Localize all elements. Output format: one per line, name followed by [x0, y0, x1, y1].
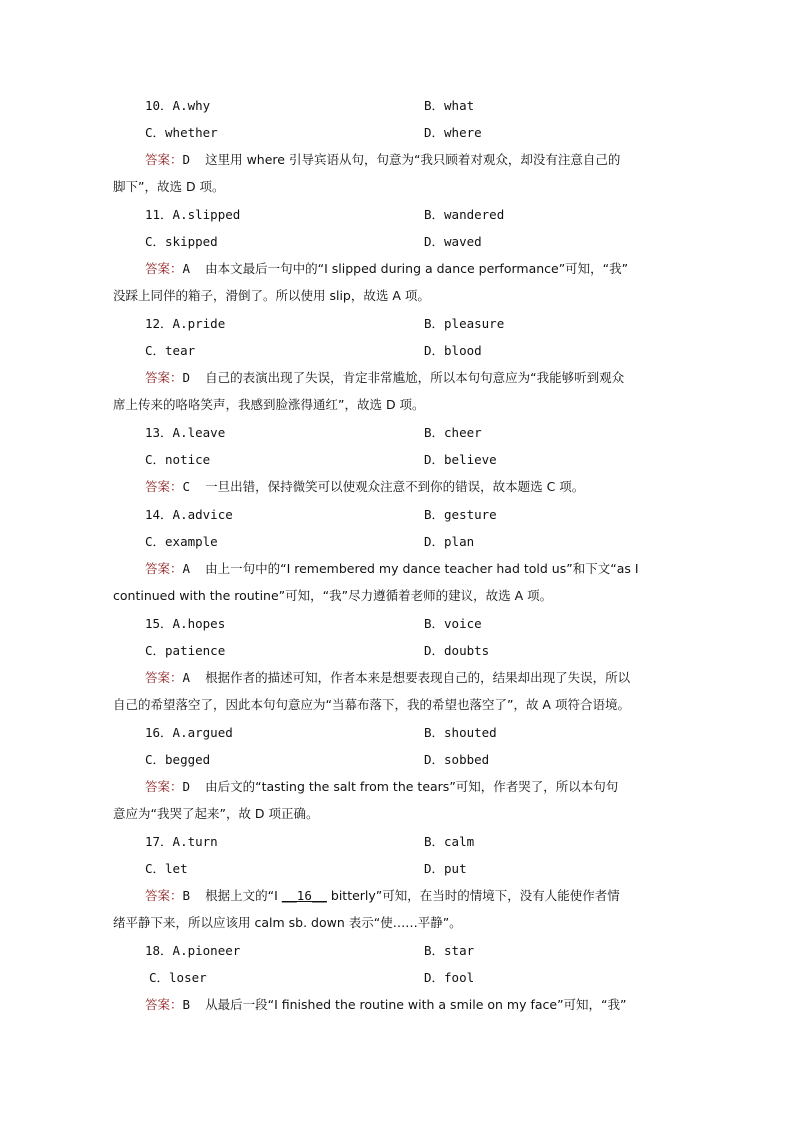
q17-explanation-1-pre: 根据上文的“I [205, 888, 282, 903]
question-11-options-row-1 [0, 206, 794, 224]
q14-answer-letter: A [182, 561, 191, 576]
q16-answer-label: 答案： [145, 779, 183, 794]
q13-explanation-1: 一旦出错，保持微笑可以使观众注意不到你的错误，故本题选 C 项。 [205, 479, 585, 494]
q15-answer-line-1 [145, 669, 715, 687]
question-10-options-row-2 [0, 124, 794, 142]
q11-explanation-2: 没踩上同伴的箱子，滑倒了。所以使用 slip，故选 A 项。 [113, 288, 430, 303]
q10-option-a: 10．A.why [145, 98, 211, 113]
q10-answer-label: 答案： [145, 152, 183, 167]
question-18-options-row-1 [0, 942, 794, 960]
q13-option-a: 13．A.leave [145, 425, 226, 440]
q10-explanation-2: 脚下”，故选 D 项。 [113, 179, 225, 194]
question-13-options-row-2 [0, 451, 794, 469]
q17-blank-16: __16__ [281, 888, 327, 903]
q15-option-c: C．patience [145, 643, 226, 658]
q11-option-b: B．wandered [424, 207, 505, 222]
q14-option-c: C．example [145, 534, 218, 549]
q13-option-d: D．believe [424, 452, 497, 467]
q15-option-b: B．voice [424, 616, 482, 631]
q14-option-a: 14．A.advice [145, 507, 233, 522]
q11-answer-line-1 [145, 260, 715, 278]
q11-explanation-1: 由本文最后一句中的“I slipped during a dance performance”可知，“我” [205, 261, 629, 276]
q17-explanation-1-post: bitterly”可知，在当时的情境下，没有人能使作者情 [326, 888, 620, 903]
q13-answer-letter: C [182, 479, 191, 494]
q17-option-c: C．let [145, 861, 188, 876]
q12-option-a: 12．A.pride [145, 316, 226, 331]
q14-option-d: D．plan [424, 534, 475, 549]
q15-explanation-2: 自己的希望落空了，因此本句句意应为“当幕布落下，我的希望也落空了”，故 A 项符合语境。 [113, 697, 630, 712]
q15-explanation-1: 根据作者的描述可知，作者本来是想要表现自己的，结果却出现了失误，所以 [205, 670, 631, 685]
q13-option-c: C．notice [145, 452, 211, 467]
q13-option-b: B．cheer [424, 425, 482, 440]
q11-answer-label: 答案： [145, 261, 183, 276]
q16-option-b: B．shouted [424, 725, 497, 740]
q17-option-d: D．put [424, 861, 467, 876]
q12-answer-label: 答案： [145, 370, 183, 385]
question-11-options-row-2 [0, 233, 794, 251]
q14-explanation-1: 由上一句中的“I remembered my dance teacher had told us”和下文“as I [205, 561, 639, 576]
q16-answer-line-1 [145, 778, 715, 796]
q10-option-c: C．whether [145, 125, 218, 140]
q12-option-d: D．blood [424, 343, 482, 358]
q11-option-c: C．skipped [145, 234, 218, 249]
q17-option-a: 17．A.turn [145, 834, 218, 849]
q16-option-a: 16．A.argued [145, 725, 233, 740]
q12-option-b: B．pleasure [424, 316, 505, 331]
q11-option-d: D．waved [424, 234, 482, 249]
question-15-options-row-2 [0, 642, 794, 660]
q15-answer-letter: A [182, 670, 191, 685]
question-17-options-row-2 [0, 860, 794, 878]
question-18-options-row-2 [0, 969, 794, 987]
q16-explanation-1: 由后文的“tasting the salt from the tears”可知，作者哭了，所以本句句 [205, 779, 619, 794]
q10-option-d: D．where [424, 125, 482, 140]
q18-option-b: B．star [424, 943, 475, 958]
q12-explanation-1: 自己的表演出现了失误，肯定非常尴尬，所以本句句意应为“我能够听到观众 [205, 370, 625, 385]
q12-option-c: C．tear [145, 343, 196, 358]
q14-option-b: B．gesture [424, 507, 497, 522]
q14-answer-line-1 [145, 560, 715, 578]
question-12-options-row-1 [0, 315, 794, 333]
q17-answer-letter: B [182, 888, 191, 903]
q11-option-a: 11．A.slipped [145, 207, 241, 222]
q18-option-a: 18．A.pioneer [145, 943, 241, 958]
q18-answer-label: 答案： [145, 997, 183, 1012]
q18-option-c: C．loser [149, 970, 207, 985]
q13-answer-label: 答案： [145, 479, 183, 494]
q17-option-b: B．calm [424, 834, 475, 849]
q16-explanation-2: 意应为“我哭了起来”，故 D 项正确。 [113, 806, 319, 821]
q12-answer-line-1 [145, 369, 715, 387]
question-16-options-row-1 [0, 724, 794, 742]
q17-answer-line-1 [145, 887, 715, 905]
question-12-options-row-2 [0, 342, 794, 360]
q18-answer-letter: B [182, 997, 191, 1012]
q17-answer-label: 答案： [145, 888, 183, 903]
q12-answer-letter: D [182, 370, 191, 385]
q10-answer-line-1 [145, 151, 715, 169]
q18-answer-line-1 [145, 996, 715, 1014]
q15-option-a: 15．A.hopes [145, 616, 226, 631]
q10-option-b: B．what [424, 98, 475, 113]
q15-answer-label: 答案： [145, 670, 183, 685]
question-17-options-row-1 [0, 833, 794, 851]
question-10-options-row-1 [0, 97, 794, 115]
q16-option-d: D．sobbed [424, 752, 490, 767]
question-16-options-row-2 [0, 751, 794, 769]
q12-explanation-2: 席上传来的咯咯笑声，我感到脸涨得通红”，故选 D 项。 [113, 397, 425, 412]
q13-answer-line-1 [145, 478, 715, 496]
q18-explanation-1: 从最后一段“I finished the routine with a smile on my face”可知，“我” [205, 997, 627, 1012]
q16-option-c: C．begged [145, 752, 211, 767]
question-14-options-row-2 [0, 533, 794, 551]
q16-answer-letter: D [182, 779, 191, 794]
q14-explanation-2: continued with the routine”可知，“我”尽力遵循着老师的建议，故选 A 项。 [113, 588, 553, 603]
q11-answer-letter: A [182, 261, 191, 276]
question-15-options-row-1 [0, 615, 794, 633]
q14-answer-label: 答案： [145, 561, 183, 576]
q17-explanation-2: 绪平静下来，所以应该用 calm sb. down 表示“使……平静”。 [113, 915, 462, 930]
q15-option-d: D．doubts [424, 643, 490, 658]
q18-option-d: D．fool [424, 970, 475, 985]
q10-answer-letter: D [182, 152, 191, 167]
q10-explanation-1: 这里用 where 引导宾语从句，句意为“我只顾着对观众，却没有注意自己的 [205, 152, 621, 167]
question-14-options-row-1 [0, 506, 794, 524]
question-13-options-row-1 [0, 424, 794, 442]
